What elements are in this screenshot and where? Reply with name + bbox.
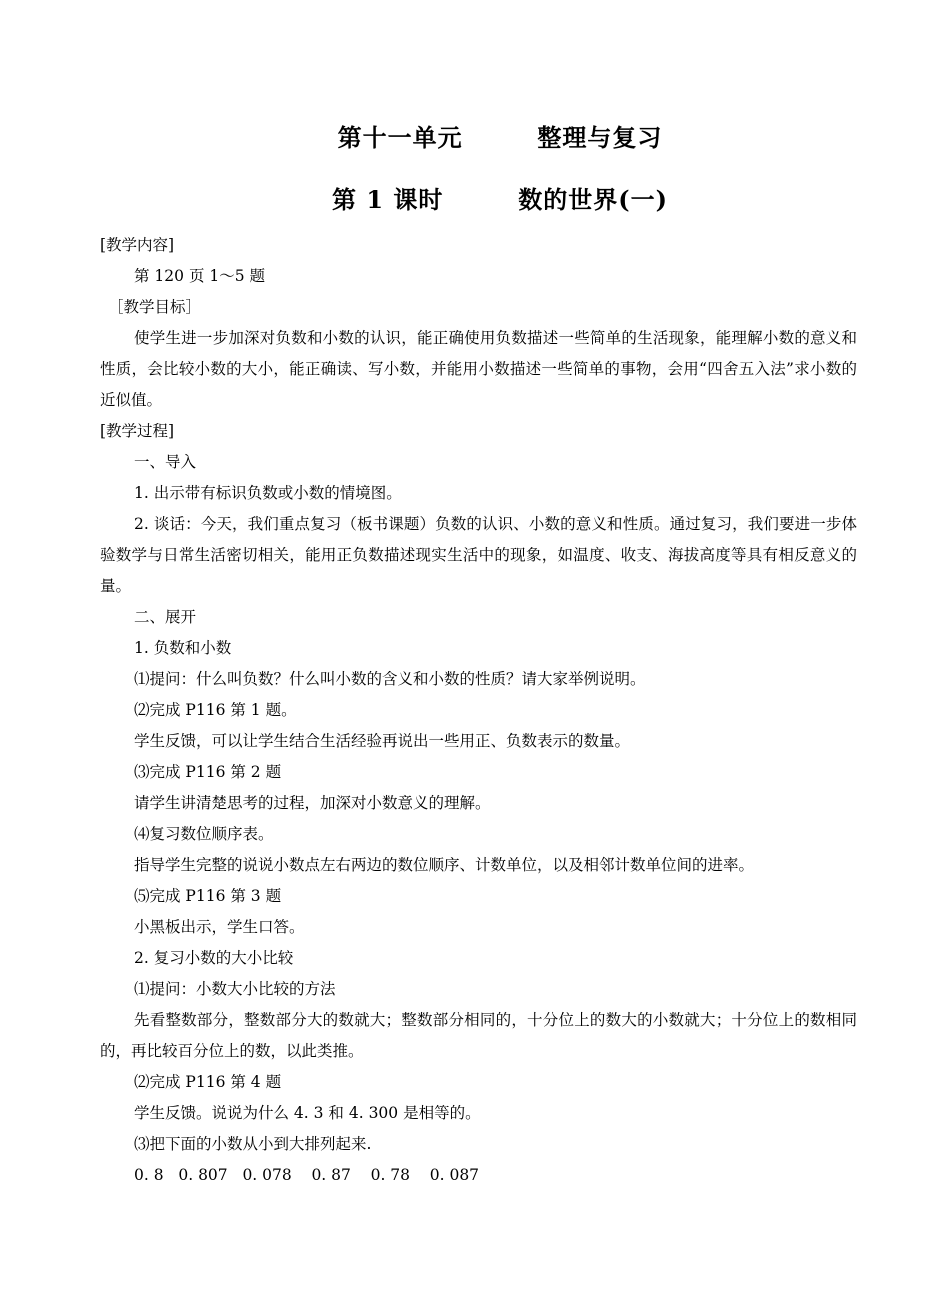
paragraph: ⑵完成 P116 第 1 题。 bbox=[134, 701, 297, 719]
goal-text: 使学生进一步加深对负数和小数的认识，能正确使用负数描述一些简单的生活现象，能理解小数的意义和性质，会比较小数的大小，能正确读、写小数，并能用小数描述一些简单的事物，会用“四舍五入法”求小数的近似值。 bbox=[100, 329, 857, 409]
paragraph: 先看整数部分，整数部分大的数就大；整数部分相同的，十分位上的数大的小数就大；十分位上的数相同的，再比较百分位上的数，以此类推。 bbox=[100, 1011, 857, 1060]
paragraph: ⑷复习数位顺序表。 bbox=[134, 825, 274, 843]
paragraph: 2. 复习小数的大小比较 bbox=[134, 949, 294, 967]
paragraph: ⑶完成 P116 第 2 题 bbox=[134, 763, 282, 781]
paragraph: ⑶把下面的小数从小到大排列起来. bbox=[134, 1135, 372, 1153]
paragraph: 二、展开 bbox=[134, 608, 197, 626]
content-text: 第 120 页 1～5 题 bbox=[134, 267, 266, 285]
paragraph: 一、导入 bbox=[134, 453, 197, 471]
paragraph: ⑴提问：小数大小比较的方法 bbox=[134, 980, 336, 998]
paragraph: 1. 出示带有标识负数或小数的情境图。 bbox=[134, 484, 402, 502]
paragraph: 学生反馈。说说为什么 4. 3 和 4. 300 是相等的。 bbox=[134, 1104, 481, 1122]
unit-title: 第十一单元 整理与复习 bbox=[337, 123, 663, 152]
paragraph: 请学生讲清楚思考的过程，加深对小数意义的理解。 bbox=[134, 794, 491, 812]
document-body bbox=[100, 230, 857, 1191]
paragraph: 2. 谈话：今天，我们重点复习（板书课题）负数的认识、小数的意义和性质。通过复习，我们要进一步体验数学与日常生活密切相关，能用正负数描述现实生活中的现象，如温度、收支、海拔高度等具有相反意义的量。 bbox=[100, 515, 857, 595]
paragraph: ⑸完成 P116 第 3 题 bbox=[134, 887, 282, 905]
paragraph: ⑴提问：什么叫负数？什么叫小数的含义和小数的性质？请大家举例说明。 bbox=[134, 670, 646, 688]
paragraph: ⑵完成 P116 第 4 题 bbox=[134, 1073, 282, 1091]
paragraph: 学生反馈，可以让学生结合生活经验再说出一些用正、负数表示的数量。 bbox=[134, 732, 631, 750]
paragraph: 指导学生完整的说说小数点左右两边的数位顺序、计数单位，以及相邻计数单位间的进率。 bbox=[134, 856, 755, 874]
lesson-title: 第 1 课时 数的世界(一) bbox=[332, 185, 668, 214]
paragraph: 1. 负数和小数 bbox=[134, 639, 232, 657]
content-heading: [教学内容] bbox=[100, 236, 175, 254]
process-heading: [教学过程] bbox=[100, 422, 175, 440]
decimal-list: 0. 8 0. 807 0. 078 0. 87 0. 78 0. 087 bbox=[134, 1166, 480, 1184]
paragraph: 小黑板出示，学生口答。 bbox=[134, 918, 305, 936]
goal-heading: ［教学目标］ bbox=[108, 298, 202, 316]
